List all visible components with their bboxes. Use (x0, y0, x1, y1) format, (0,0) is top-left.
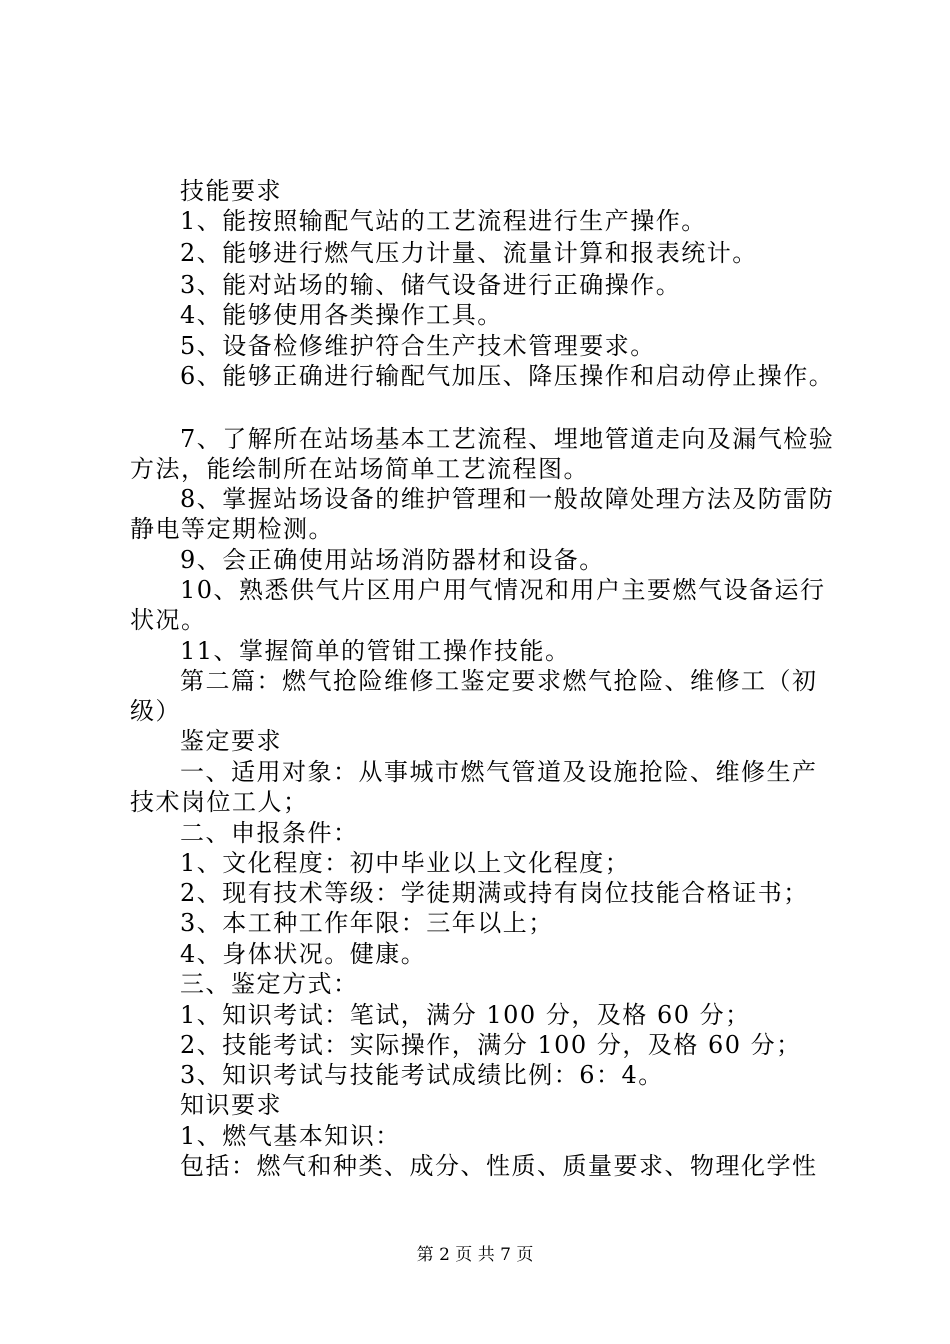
text-line: 静电等定期检测。 (130, 515, 334, 543)
text-line: 级） (130, 697, 181, 725)
text-line: 9、会正确使用站场消防器材和设备。 (180, 546, 605, 574)
text-line: 1、燃气基本知识： (180, 1122, 401, 1150)
text-line: 技术岗位工人； (130, 788, 309, 816)
text-line: 知识要求 (180, 1091, 282, 1119)
text-line: 4、身体状况。健康。 (180, 940, 427, 968)
text-line: 2、现有技术等级：学徒期满或持有岗位技能合格证书； (180, 879, 809, 907)
text-line: 10、熟悉供气片区用户用气情况和用户主要燃气设备运行 (180, 576, 826, 604)
text-line: 方法，能绘制所在站场简单工艺流程图。 (130, 455, 589, 483)
text-line: 鉴定要求 (180, 727, 282, 755)
text-line: 4、能够使用各类操作工具。 (180, 301, 503, 329)
text-line: 状况。 (130, 606, 207, 634)
text-line: 3、能对站场的输、储气设备进行正确操作。 (180, 271, 682, 299)
text-line: 包括：燃气和种类、成分、性质、质量要求、物理化学性 (180, 1152, 818, 1180)
text-line: 一、适用对象：从事城市燃气管道及设施抢险、维修生产 (180, 758, 818, 786)
text-line: 2、能够进行燃气压力计量、流量计算和报表统计。 (180, 239, 758, 267)
text-line: 三、鉴定方式： (180, 970, 359, 998)
text-line: 技能要求 (180, 177, 282, 205)
text-line: 1、能按照输配气站的工艺流程进行生产操作。 (180, 207, 707, 235)
text-line: 2、技能考试：实际操作，满分 100 分，及格 60 分； (180, 1031, 802, 1059)
text-line: 5、设备检修维护符合生产技术管理要求。 (180, 332, 656, 360)
text-line: 8、掌握站场设备的维护管理和一般故障处理方法及防雷防 (180, 485, 835, 513)
text-line: 1、文化程度：初中毕业以上文化程度； (180, 849, 631, 877)
text-line: 1、知识考试：笔试，满分 100 分，及格 60 分； (180, 1001, 751, 1029)
text-line: 二、申报条件： (180, 819, 359, 847)
text-line: 7、了解所在站场基本工艺流程、埋地管道走向及漏气检验 (180, 425, 835, 453)
text-line: 3、知识考试与技能考试成绩比例：6：4。 (180, 1061, 664, 1089)
text-line: 3、本工种工作年限：三年以上； (180, 909, 554, 937)
text-line: 第二篇：燃气抢险维修工鉴定要求燃气抢险、维修工（初 (180, 667, 818, 695)
text-line: 11、掌握简单的管钳工操作技能。 (180, 637, 571, 665)
text-line: 6、能够正确进行输配气加压、降压操作和启动停止操作。 (180, 362, 835, 390)
page-footer: 第 2 页 共 7 页 (416, 1245, 534, 1265)
